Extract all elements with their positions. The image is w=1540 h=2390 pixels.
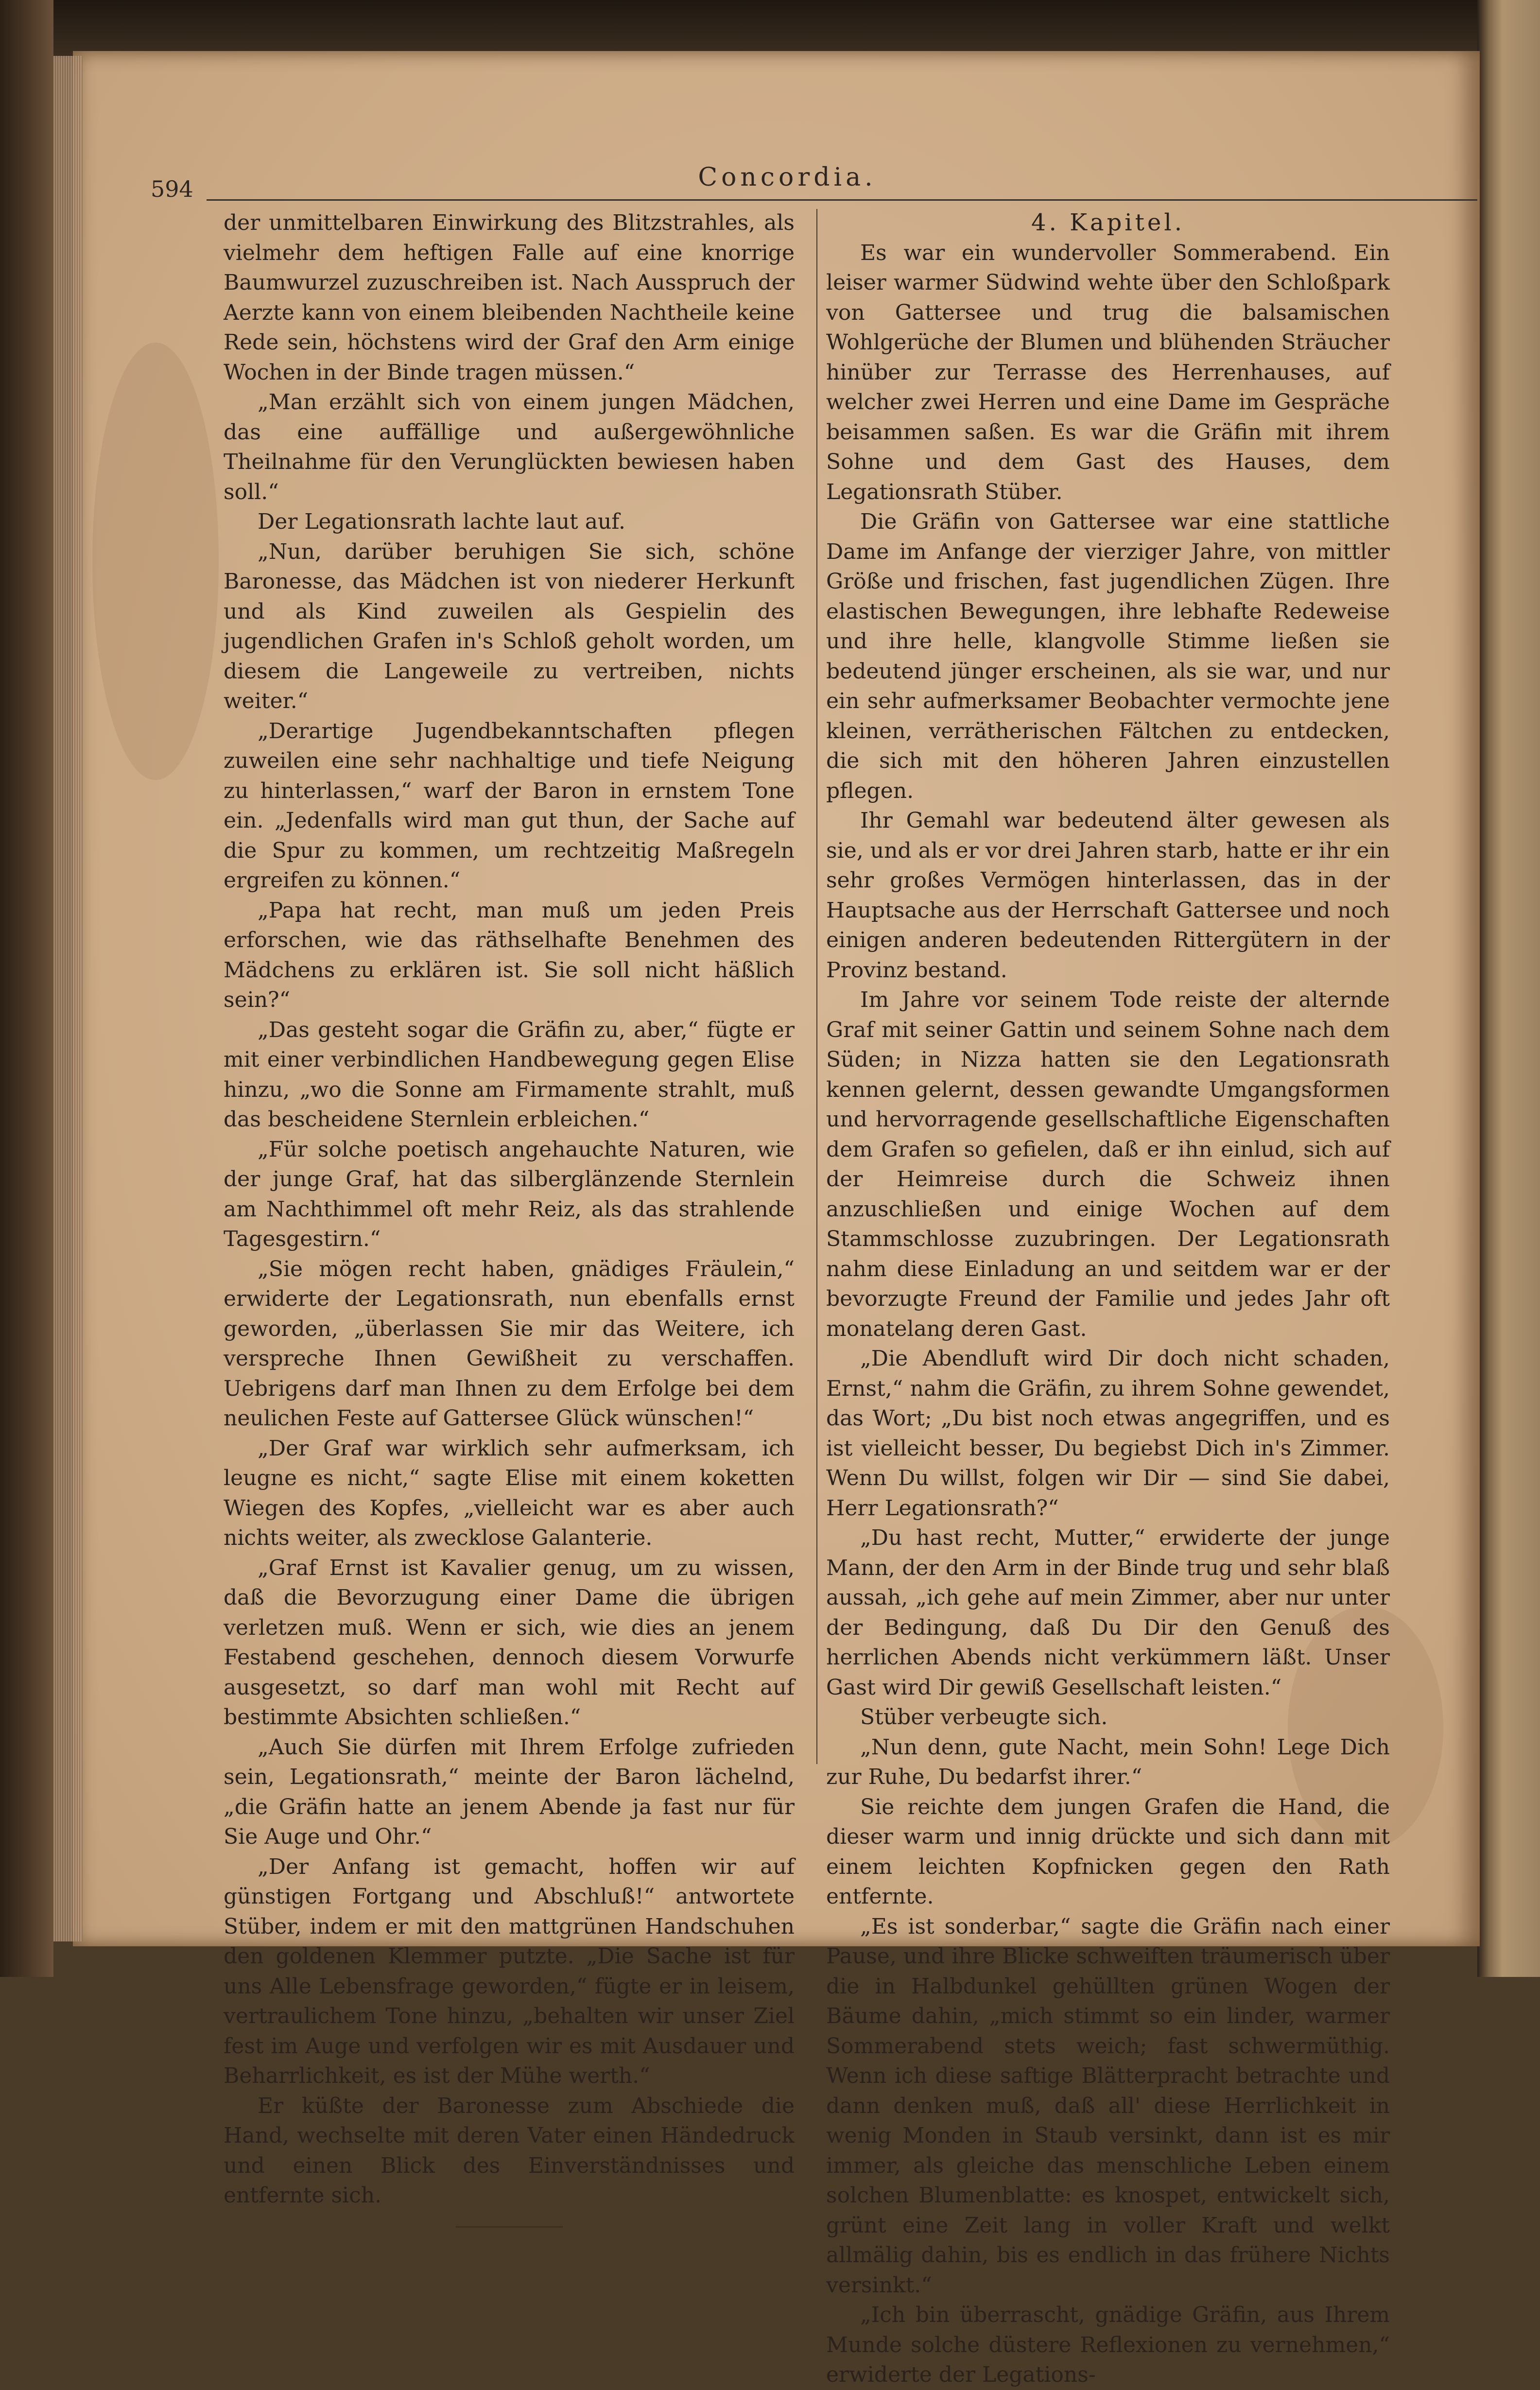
chapter-title: 4. Kapitel. (1031, 209, 1185, 236)
right-column (826, 208, 1390, 2390)
paragraph: „Derartige Jugendbekanntschaften pflegen zuweilen eine sehr nachhaltige und tiefe Neigung zu hinterlassen,“ warf der Baron in ernstem Tone ein. „Jedenfalls wird man gut thun, der Sache auf die Spur zu kommen, um rechtzeitig Maßregeln ergreifen zu können.“ (224, 718, 795, 893)
column-divider (816, 209, 817, 1764)
facing-page-edge (1477, 0, 1540, 1977)
paragraph: Es war ein wundervoller Sommerabend. Ein leiser warmer Südwind wehte über den Schloßpark von Gattersee und trug die balsamischen Wohlgerüche der Blumen und blühenden Sträucher hinüber zur Terrasse des Herrenhauses, auf welcher zwei Herren und eine Dame im Gespräche beisammen saßen. Es war die Gräfin mit ihrem Sohne und dem Gast des Hauses, dem Legationsrath Stüber. (826, 240, 1390, 504)
book-top-edge (53, 0, 1487, 58)
paragraph: „Papa hat recht, man muß um jeden Preis erforschen, wie das räthselhafte Benehmen des Mädchens zu erklären ist. Sie soll nicht häßlich sein?“ (224, 898, 795, 1012)
paragraph: Im Jahre vor seinem Tode reiste der alternde Graf mit seiner Gattin und seinem Sohne nach dem Süden; in Nizza hatten sie den Legationsrath kennen gelernt, dessen gewandte Umgangsformen und hervorragende gesellschaftliche Eigenschaften dem Grafen so gefielen, daß er ihn einlud, sich auf der Heimreise durch die Schweiz ihnen anzuschließen und einige Wochen auf dem Stammschlosse zuzubringen. Der Legationsrath nahm diese Einladung an und seitdem war er der bevorzugte Freund der Familie und jedes Jahr oft monatelang deren Gast. (826, 987, 1390, 1341)
paragraph: „Man erzählt sich von einem jungen Mädchen, das eine auffällige und außergewöhnliche Theilnahme für den Verunglückten bewiesen haben soll.“ (224, 390, 795, 504)
paragraph: „Auch Sie dürfen mit Ihrem Erfolge zufrieden sein, Legationsrath,“ meinte der Baron lächelnd, „die Gräfin hatte an jenem Abende ja fast nur für Sie Auge und Ohr.“ (224, 1734, 795, 1849)
paragraph: „Ich bin überrascht, gnädige Gräfin, aus Ihrem Munde solche düstere Reflexionen zu vernehmen,“ erwiderte der Legations- (826, 2303, 1390, 2387)
paragraph: Der Legationsrath lachte laut auf. (258, 509, 626, 534)
paragraph: „Es ist sonderbar,“ sagte die Gräfin nach einer Pause, und ihre Blicke schweiften träumerisch über die in Halbdunkel gehüllten grünen Wogen der Bäume dahin, „mich stimmt so ein linder, warmer Sommerabend stets weich; fast schwermüthig. Wenn ich diese saftige Blätterpracht betrachte und dann denken muß, daß all' diese Herrlichkeit in wenig Monden in Staub versinkt, dann ist es mir immer, als gleiche das menschliche Leben einem solchen Blumenblatte: es knospet, entwickelt sich, grünt eine Zeit lang in voller Kraft und welkt allmälig dahin, bis es endlich in das frühere Nichts versinkt.“ (826, 1914, 1390, 2298)
book-spine-left (0, 0, 53, 1977)
paragraph: „Die Abendluft wird Dir doch nicht schaden, Ernst,“ nahm die Gräfin, zu ihrem Sohne gewendet, das Wort; „Du bist noch etwas angegriffen, und es ist vielleicht besser, Du begiebst Dich in's Zimmer. Wenn Du willst, folgen wir Dir — sind Sie dabei, Herr Legationsrath?“ (826, 1346, 1390, 1521)
page-edges (53, 56, 83, 1941)
paragraph: „Nun, darüber beruhigen Sie sich, schöne Baronesse, das Mädchen ist von niederer Herkunft und als Kind zuweilen als Gespielin des jugendlichen Grafen in's Schloß geholt worden, um diesem die Langeweile zu vertreiben, nichts weiter.“ (224, 539, 795, 713)
paragraph: Sie reichte dem jungen Grafen die Hand, die dieser warm und innig drückte und sich dann mit einem leichten Kopfnicken gegen den Rath entfernte. (826, 1794, 1390, 1909)
paragraph: Die Gräfin von Gattersee war eine stattliche Dame im Anfange der vierziger Jahre, von mittler Größe und frischen, fast jugendlichen Zügen. Ihre elastischen Bewegungen, ihre lebhafte Redeweise und ihre helle, klangvolle Stimme ließen sie bedeutend jünger erscheinen, als sie war, und nur ein sehr aufmerksamer Beobachter vermochte jene kleinen, verrätherischen Fältchen zu entdecken, die sich mit den höheren Jahren einzustellen pflegen. (826, 509, 1390, 803)
paragraph: Stüber verbeugte sich. (860, 1705, 1108, 1730)
paragraph: „Der Graf war wirklich sehr aufmerksam, ich leugne es nicht,“ sagte Elise mit einem koketten Wiegen des Kopfes, „vielleicht war es aber auch nichts weiter, als zwecklose Galanterie. (224, 1436, 795, 1550)
page-number: 594 (151, 176, 193, 202)
paragraph: Er küßte der Baronesse zum Abschiede die Hand, wechselte mit deren Vater einen Händedruck und einen Blick des Einverständnisses und entfernte sich. (224, 2093, 795, 2208)
paragraph: Ihr Gemahl war bedeutend älter gewesen als sie, und als er vor drei Jahren starb, hatte er ihr ein sehr großes Vermögen hinterlassen, das in der Hauptsache aus der Herrschaft Gattersee und noch einigen anderen bedeutenden Rittergütern in der Provinz bestand. (826, 808, 1390, 983)
paragraph: „Nun denn, gute Nacht, mein Sohn! Lege Dich zur Ruhe, Du bedarfst ihrer.“ (826, 1734, 1390, 1789)
section-end-rule (456, 2226, 563, 2228)
paragraph: „Du hast recht, Mutter,“ erwiderte der junge Mann, der den Arm in der Binde trug und sehr blaß aussah, „ich gehe auf mein Zimmer, aber nur unter der Bedingung, daß Du Dir den Genuß des herrlichen Abends nicht verkümmern läßt. Unser Gast wird Dir gewiß Gesellschaft leisten.“ (826, 1525, 1390, 1700)
paragraph: „Graf Ernst ist Kavalier genug, um zu wissen, daß die Bevorzugung einer Dame die übrigen verletzen muß. Wenn er sich, wie dies an jenem Festabend geschehen, dennoch diesem Vorwurfe ausgesetzt, so darf man wohl mit Recht auf bestimmte Absichten schließen.“ (224, 1555, 795, 1730)
paragraph: „Für solche poetisch angehauchte Naturen, wie der junge Graf, hat das silberglänzende Sternlein am Nachthimmel oft mehr Reiz, als das strahlende Tagesgestirn.“ (224, 1137, 795, 1251)
paragraph: „Der Anfang ist gemacht, hoffen wir auf günstigen Fortgang und Abschluß!“ antwortete Stüber, indem er mit den mattgrünen Handschuhen den goldenen Klemmer putzte. „Die Sache ist für uns Alle Lebensfrage geworden,“ fügte er in leisem, vertraulichem Tone hinzu, „behalten wir unser Ziel fest im Auge und verfolgen wir es mit Ausdauer und Beharrlichkeit, es ist der Mühe werth.“ (224, 1854, 795, 2088)
header-rule (207, 199, 1477, 201)
running-title: Concordia. (698, 163, 877, 192)
paragraph: „Sie mögen recht haben, gnädiges Fräulein,“ erwiderte der Legationsrath, nun ebenfalls ernst geworden, „überlassen Sie mir das Weitere, ich verspreche Ihnen Gewißheit zu verschaffen. Uebrigens darf man Ihnen zu dem Erfolge bei dem neulichen Feste auf Gattersee Glück wünschen!“ (224, 1256, 795, 1431)
paragraph: der unmittelbaren Einwirkung des Blitzstrahles, als vielmehr dem heftigen Falle auf eine knorrige Baumwurzel zuzuschreiben ist. Nach Ausspruch der Aerzte kann von einem bleibenden Nachtheile keine Rede sein, höchstens wird der Graf den Arm einige Wochen in der Binde tragen müssen.“ (224, 210, 795, 385)
paragraph: „Das gesteht sogar die Gräfin zu, aber,“ fügte er mit einer verbindlichen Handbewegung gegen Elise hinzu, „wo die Sonne am Firmamente strahlt, muß das bescheidene Sternlein erbleichen.“ (224, 1017, 795, 1132)
left-column (224, 208, 795, 2228)
paper-stain (92, 343, 219, 780)
